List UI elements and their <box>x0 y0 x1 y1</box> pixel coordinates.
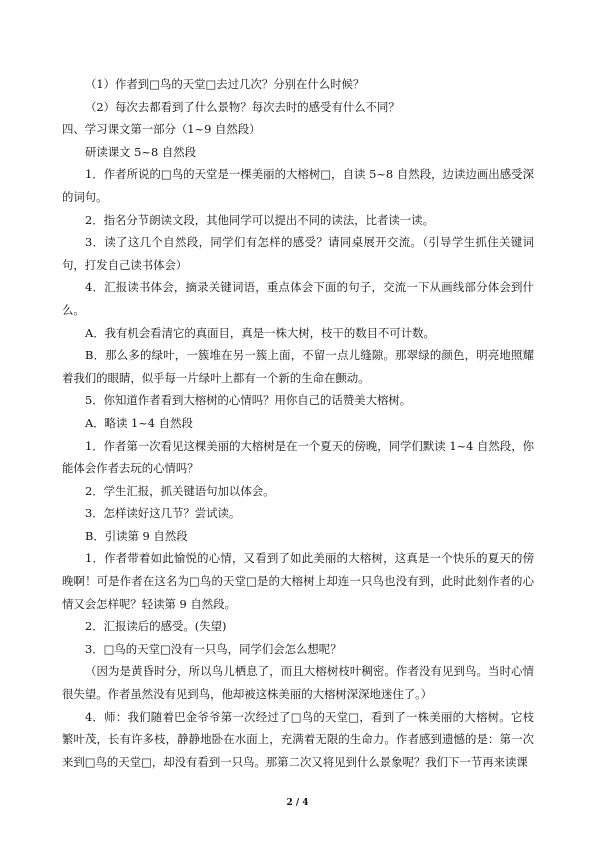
section-heading: 四、学习课文第一部分（1~9 自然段） <box>62 122 261 137</box>
paragraph: 4．汇报读书体会，摘录关键词语，重点体会下面的句子，交流一下从画线部分体会到什么。 <box>62 280 534 317</box>
paragraph: 3．怎样读好这几节？尝试读。 <box>85 506 241 521</box>
subheading: B．引读第 9 自然段 <box>85 528 188 543</box>
paragraph: 5．你知道作者看到大榕树的心情吗？用你自己的话赞美大榕树。 <box>85 393 412 408</box>
paragraph: 1．作者第一次看见这棵美丽的大榕树是在一个夏天的傍晚，同学们默读 1~4 自然段，你能体会作者去玩的心情吗？ <box>62 438 534 476</box>
paragraph: 2．学生汇报，抓关键语句加以体会。 <box>85 483 275 498</box>
paragraph: 1．作者所说的□鸟的天堂是一棵美丽的大榕树□，自读 5~8 自然段，边读边画出感受深的词句。 <box>62 167 534 204</box>
paragraph: 3．□鸟的天堂□没有一只鸟，同学们会怎么想呢？ <box>85 641 342 656</box>
paragraph: （1）作者到□鸟的天堂□去过几次？分别在什么时候？ <box>85 77 365 91</box>
page-number: 2 / 4 <box>286 798 309 808</box>
paragraph: 4．师：我们随着巴金爷爷第一次经过了□鸟的天堂□，看到了一株美丽的大榕树。它枝繁叶茂，长有许多枝，静静地卧在水面上，充满着无限的生命力。作者感到遗憾的是：第一次来到□鸟的天堂□，却没有看到一只鸟。那第二次又将见到什么景象呢？我们下一节再来读课 <box>62 709 534 769</box>
paragraph: A．我有机会看清它的真面目，真是一株大树，枝干的数目不可计数。 <box>85 325 435 340</box>
paragraph: 3．读了这几个自然段，同学们有怎样的感受？请同桌展开交流。（引导学生抓住关键词句，打发自己读书体会） <box>62 235 534 272</box>
paragraph: （2）每次去都看到了什么景物？每次去时的感受有什么不同？ <box>85 99 400 114</box>
paragraph: B．那么多的绿叶，一簇堆在另一簇上面，不留一点儿缝隙。那翠绿的颜色，明亮地照耀着我们的眼睛，似乎每一片绿叶上都有一个新的生命在颤动。 <box>62 348 534 385</box>
paragraph: 2．指名分节朗读文段，其他同学可以提出不同的读法，比者读一读。 <box>85 212 434 227</box>
paragraph: 2．汇报读后的感受。(失望) <box>85 619 227 634</box>
subheading: 研读课文 5~8 自然段 <box>85 144 197 159</box>
body-text <box>62 73 534 773</box>
paragraph: 1．作者带着如此愉悦的心情，又看到了如此美丽的大榕树，这真是一个快乐的夏天的傍晚啊！可是作者在这名为□鸟的天堂□是的大榕树上却连一只鸟也没有到，此时此刻作者的心情又会怎样呢？轻读第 9 自然段。 <box>62 551 534 611</box>
subheading: A．略读 1~4 自然段 <box>85 415 193 430</box>
paragraph: （因为是黄昏时分，所以鸟儿栖息了，而且大榕树枝叶稠密。作者没有见到鸟。当时心情很失望。作者虽然没有见到鸟，他却被这株美丽的大榕树深深地迷住了。） <box>62 664 534 702</box>
